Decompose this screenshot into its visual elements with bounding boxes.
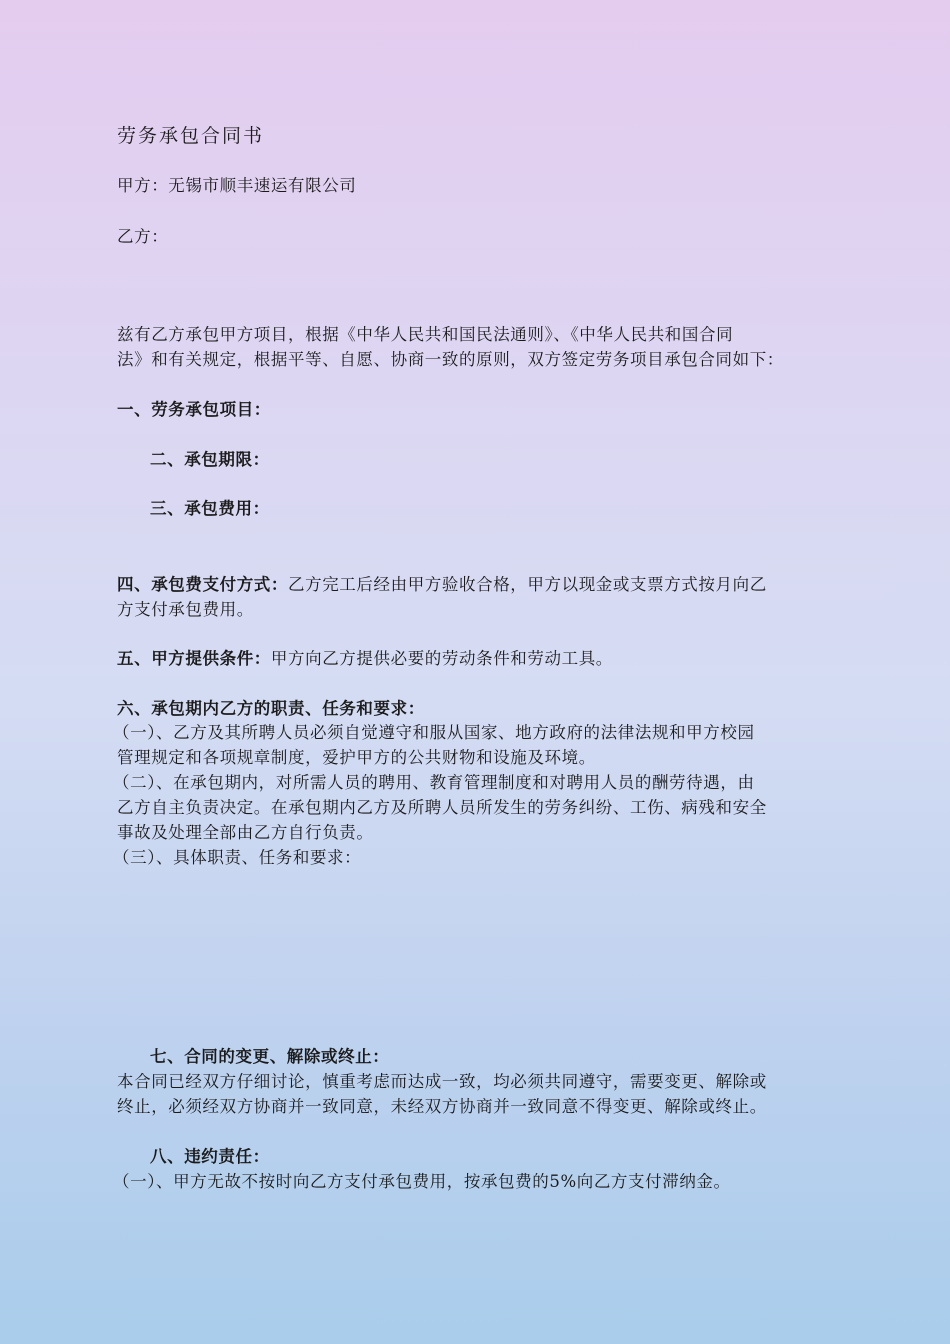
section-7-heading: 七、合同的变更、解除或终止： (150, 1047, 390, 1066)
section-6-heading: 六、承包期内乙方的职责、任务和要求： (117, 699, 425, 718)
section-6-line-2: 管理规定和各项规章制度，爱护甲方的公共财物和设施及环境。 (117, 748, 596, 767)
section-8-line-1: （一）、甲方无故不按时向乙方支付承包费用，按承包费的5%向乙方支付滞纳金。 (113, 1172, 731, 1191)
section-6-line-3: （二）、在承包期内，对所需人员的聘用、教育管理制度和对聘用人员的酬劳待遇，由 (113, 773, 755, 792)
section-6-line-1: （一）、乙方及其所聘人员必须自觉遵守和服从国家、地方政府的法律法规和甲方校园 (113, 723, 755, 742)
section-1-heading: 一、劳务承包项目： (117, 400, 271, 419)
section-7-line-1: 本合同已经双方仔细讨论，慎重考虑而达成一致，均必须共同遵守，需要变更、解除或 (117, 1072, 767, 1091)
intro-line-2: 法》和有关规定，根据平等、自愿、协商一致的原则，双方签定劳务项目承包合同如下： (117, 350, 784, 369)
document-title: 劳务承包合同书 (117, 125, 265, 147)
intro-line-1: 兹有乙方承包甲方项目，根据《中华人民共和国民法通则》、《中华人民共和国合同 (117, 325, 734, 344)
section-5-text: 甲方向乙方提供必要的劳动条件和劳动工具。 (270, 649, 613, 668)
party-b: 乙方： (117, 227, 169, 246)
section-4-heading: 四、承包费支付方式： (117, 575, 288, 594)
section-4-text: 乙方完工后经由甲方验收合格，甲方以现金或支票方式按月向乙 (288, 575, 767, 594)
section-6-line-6: （三）、具体职责、任务和要求： (113, 848, 362, 867)
section-5-line (117, 647, 613, 671)
section-7-line-2: 终止，必须经双方协商并一致同意，未经双方协商并一致同意不得变更、解除或终止。 (117, 1097, 767, 1116)
section-2-heading: 二、承包期限： (150, 450, 270, 469)
section-5-heading: 五、甲方提供条件： (117, 649, 271, 668)
section-3-heading: 三、承包费用： (150, 499, 270, 518)
section-4-line-1 (117, 573, 767, 597)
section-6-line-5: 事故及处理全部由乙方自行负责。 (117, 823, 374, 842)
party-a: 甲方：无锡市顺丰速运有限公司 (117, 176, 357, 195)
section-8-heading: 八、违约责任： (150, 1147, 270, 1166)
section-6-line-4: 乙方自主负责决定。在承包期内乙方及所聘人员所发生的劳务纠纷、工伤、病残和安全 (117, 798, 767, 817)
section-4-line-2: 方支付承包费用。 (117, 600, 254, 619)
